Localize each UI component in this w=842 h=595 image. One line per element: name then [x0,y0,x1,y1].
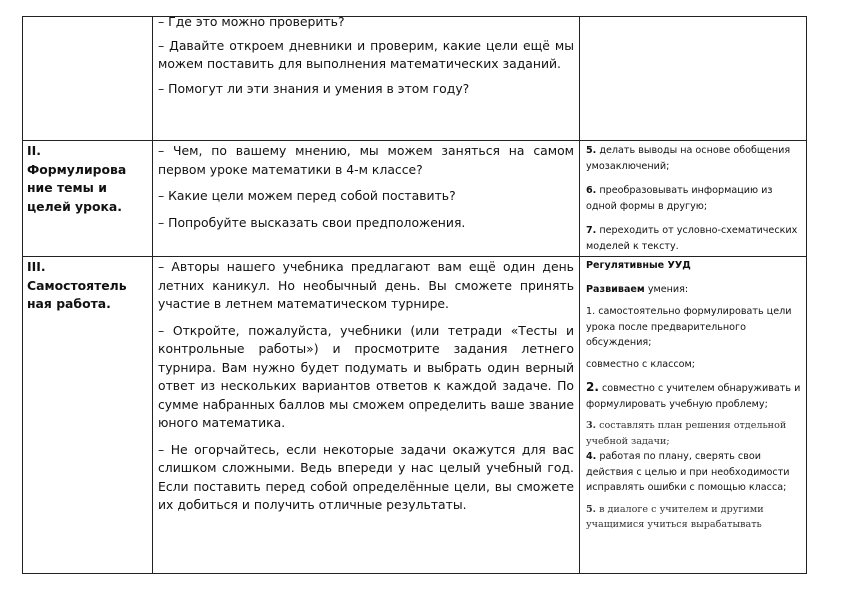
row2-paragraph-3: – Попробуйте высказать свои предположения. [158,214,466,230]
row3-skill-2 [586,380,802,412]
row3-regulative-heading [586,258,802,274]
row1-skills-cell [580,17,806,140]
row2-stage-line-1: II. [27,143,41,158]
table-divider-1 [152,16,153,574]
row2-teacher-cell [158,142,574,232]
row2-skill-5-text: делать выводы на основе обобщения умозаключений; [586,145,791,172]
row2-skill-7-number: 7. [586,225,597,236]
row2-skill-6-number: 6. [586,185,597,196]
row3-skill-1-number: 1. [586,306,596,317]
row3-develop-rest: умения: [644,283,689,295]
row2-skill-7-text: переходить от условно-схематических моделей к тексту. [586,225,798,252]
row3-stage-line-3: ная работа. [27,296,111,311]
row2-stage-line-2: Формулирова [27,161,127,177]
table-border-row2 [22,140,807,141]
row1-stage-cell [23,17,152,140]
row2-skill-5-number: 5. [586,145,597,156]
row3-skills-cell [586,258,802,533]
table-border-right [806,16,807,574]
row3-skill-3-text: составлять план решения отдельной учебной задачи; [586,420,787,447]
row3-skill-4 [586,449,802,496]
row3-skill-3-number: 3. [586,420,597,431]
row2-stage-cell [27,142,151,216]
row1-paragraph-1: – Где это можно проверить? [158,14,345,29]
row2-skill-5 [586,143,802,174]
row3-regulative-heading-text: Регулятивные УУД [586,260,691,271]
table-border-row3 [22,256,807,257]
row3-skill-4-text: работая по плану, сверять свои действия с целью и при необходимости исправлять ошибки с помощью класса; [586,451,790,493]
row3-skill-2-text: совместно с учителем обнаруживать и формулировать учебную проблему; [586,383,801,410]
row3-skill-4-number: 4. [586,451,597,462]
row3-skill-2-number: 2. [586,380,599,394]
row3-skill-1b: совместно с классом; [586,358,696,370]
row2-paragraph-2: – Какие цели можем перед собой поставить? [158,188,456,203]
row3-skill-1-text: самостоятельно формулировать цели урока после предварительного обсуждения; [586,306,792,348]
row2-skill-6-text: преобразовывать информацию из одной формы в другую; [586,185,773,212]
row3-skill-5-number: 5. [586,503,597,515]
row3-paragraph-2: – Откройте, пожалуйста, учебники (или тетради «Тесты и контрольные работы») и просмотрите задания летнего турнира. Вам нужно будет подумать и выбрать один верный ответ из нескольких вариантов ответов к каждой задаче. По сумме набранных баллов мы сможем определить ваше звание юного математика. [158,322,574,430]
row3-paragraph-1: – Авторы нашего учебника предлагают вам ещё один день летних каникул. Но необычный день. Вы сможете принять участие в летнем математическом турнире. [158,259,574,311]
row2-skill-7 [586,223,802,254]
row2-paragraph-1: – Чем, по вашему мнению, мы можем заняться на самом первом уроке математики в 4-м классе? [158,143,574,177]
row1-teacher-cell [158,13,574,140]
table-border-bottom [22,573,807,574]
row3-stage-line-2: Самостоятель [27,277,127,293]
row3-stage-line-1: III. [27,259,46,274]
row3-skill-3 [586,418,802,449]
row3-develop-line [586,282,802,298]
row3-stage-cell [27,258,151,314]
row3-paragraph-3: – Не огорчайтесь, если некоторые задачи окажутся для вас слишком сложными. Ведь впереди у нас целый учебный год. Если поставить перед собой определённые цели, вы сможете их добиться и получить отличные результаты. [158,441,574,512]
row3-skill-5 [586,502,802,533]
row3-develop-bold: Развиваем [586,283,645,295]
row2-skills-cell [586,143,802,254]
row1-paragraph-2: – Давайте откроем дневники и проверим, какие цели ещё мы можем поставить для выполнения математических заданий. [158,37,574,71]
row2-skill-6 [586,183,802,214]
row3-skill-1 [586,304,802,351]
row3-skill-5-text: в диалоге с учителем и другими учащимися учиться вырабатывать [586,503,764,530]
row2-stage-line-3: ние темы и [27,180,107,195]
row1-paragraph-3: – Помогут ли эти знания и умения в этом году? [158,80,470,96]
row2-stage-line-4: целей урока. [27,198,122,214]
row3-teacher-cell [158,258,574,515]
